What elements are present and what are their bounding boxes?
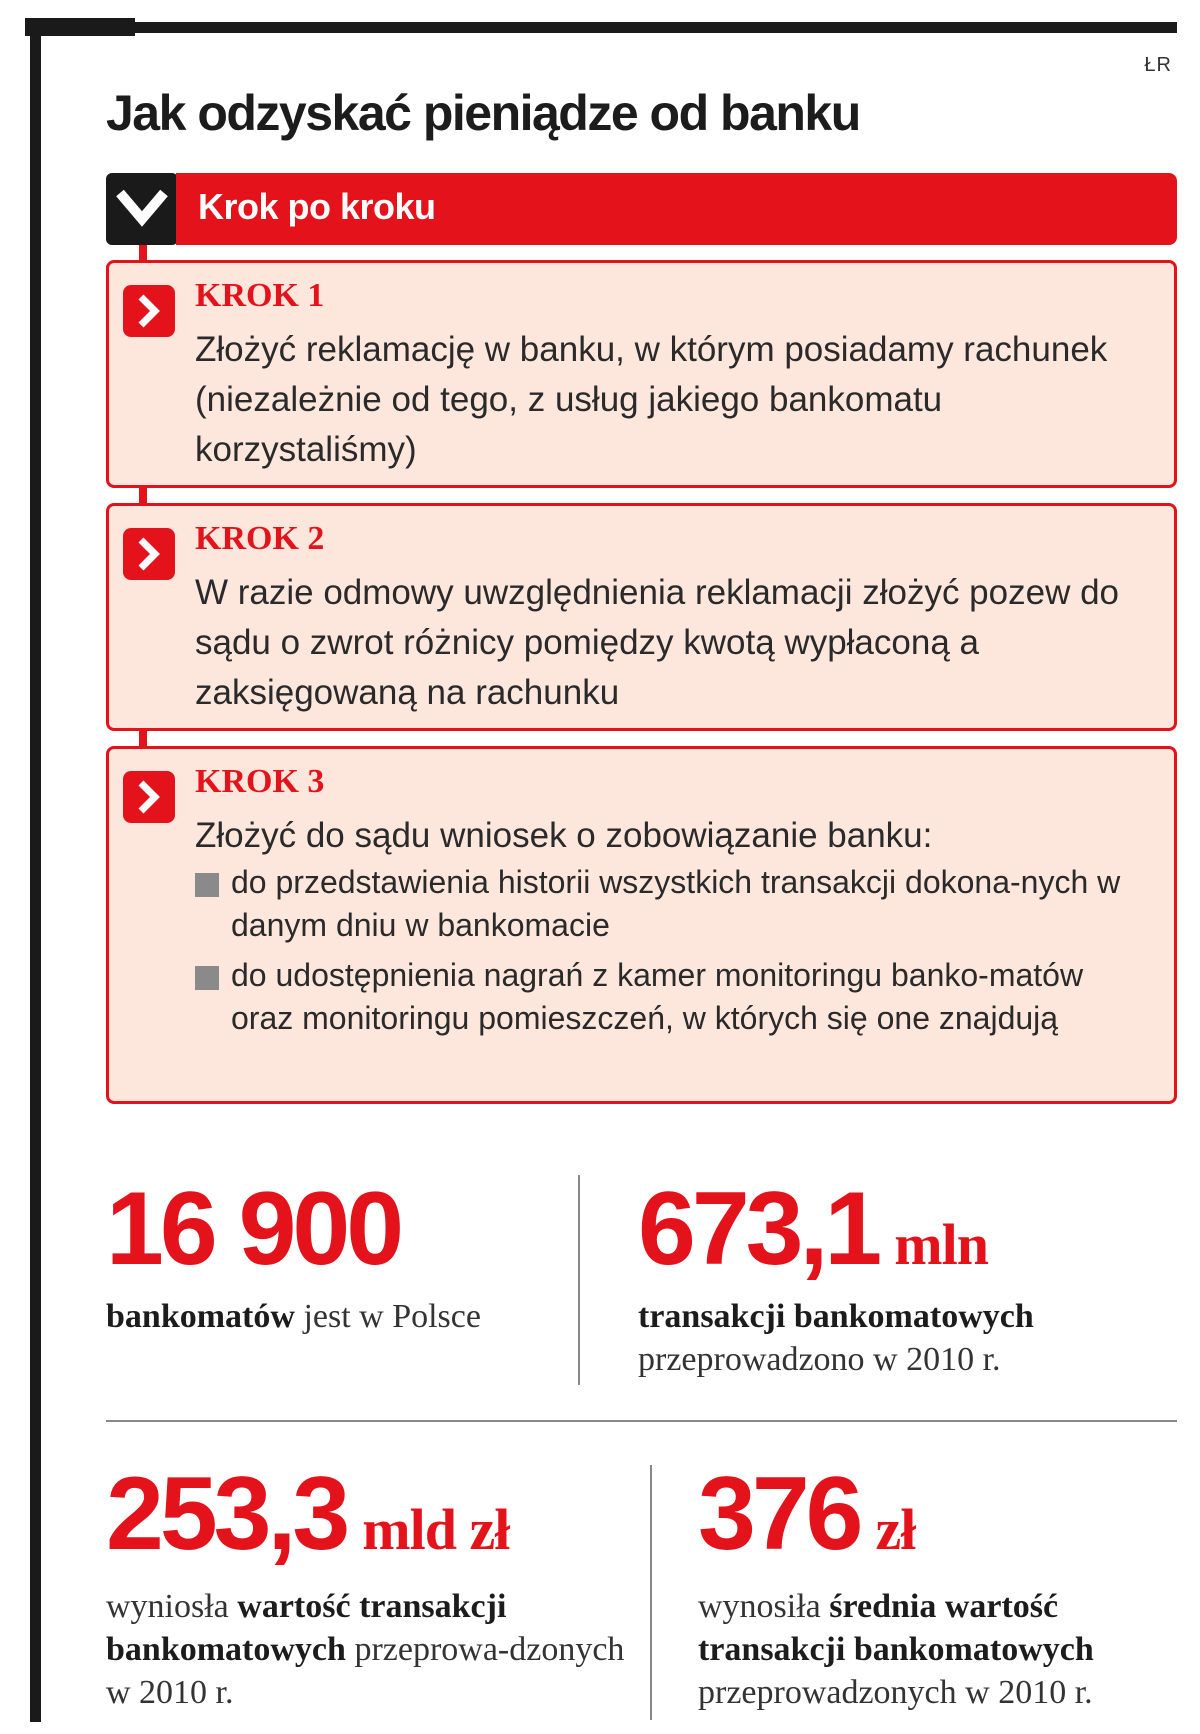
step-connector xyxy=(139,486,147,504)
stat-desc-bold: średnia wartość transakcji bankomatowych xyxy=(698,1588,1094,1668)
column-divider xyxy=(578,1175,580,1385)
page-title: Jak odzyskać pieniądze od banku xyxy=(106,85,860,141)
stat-desc-rest: jest w Polsce xyxy=(294,1298,481,1335)
list-item xyxy=(195,954,1144,1040)
step-card-3 xyxy=(106,746,1177,1104)
step-text: Złożyć do sądu wniosek o zobowiązanie banku: xyxy=(195,816,933,855)
step-connector xyxy=(139,245,147,261)
stat-desc-bold: wartość transakcji bankomatowych xyxy=(106,1588,507,1668)
stat-unit: mln xyxy=(894,1212,988,1277)
steps-header-label: Krok po kroku xyxy=(198,186,436,227)
steps-header xyxy=(106,173,1177,245)
list-item xyxy=(195,861,1144,947)
stat-unit: zł xyxy=(875,1497,916,1562)
stat-transactions-count xyxy=(638,1170,988,1289)
bullet-text: do udostępnienia nagrań z kamer monitoringu banko-matów oraz monitoringu pomieszczeń, w których się one znajdują xyxy=(231,957,1084,1036)
step-connector xyxy=(139,729,147,747)
chevron-right-icon xyxy=(123,771,175,823)
bullet-square-icon xyxy=(195,873,219,897)
stat-average-value xyxy=(698,1455,915,1574)
chevron-down-icon xyxy=(106,173,178,245)
step-label: KROK 3 xyxy=(195,763,325,800)
step-label: KROK 2 xyxy=(195,520,325,557)
stat-desc-lead: wyniosła xyxy=(106,1588,238,1625)
step-text: W razie odmowy uwzględnienia reklamacji złożyć pozew do sądu o zwrot różnicy pomiędzy kwotą wypłaconą a zaksięgowaną na rachunku xyxy=(195,573,1119,712)
stat-average-value-desc xyxy=(698,1585,1173,1714)
steps-header-bar xyxy=(176,173,1177,245)
stat-desc-bold: transakcji bankomatowych xyxy=(638,1298,1034,1335)
stat-transactions-value-desc xyxy=(106,1585,646,1714)
stat-number: 253,3 xyxy=(106,1456,347,1572)
frame-top-rule xyxy=(25,22,1177,33)
stat-atm-count-desc xyxy=(106,1295,556,1338)
chevron-right-icon xyxy=(123,285,175,337)
stat-transactions-value xyxy=(106,1455,509,1574)
bullet-square-icon xyxy=(195,966,219,990)
step-label: KROK 1 xyxy=(195,277,325,314)
stat-number: 16 900 xyxy=(106,1171,401,1287)
stat-atm-count xyxy=(106,1170,400,1289)
stat-desc-rest: przeprowadzono w 2010 r. xyxy=(638,1341,1001,1378)
stat-desc-rest: przeprowa-dzonych w 2010 r. xyxy=(106,1631,625,1711)
stat-number: 673,1 xyxy=(638,1171,879,1287)
stat-number: 376 xyxy=(698,1456,860,1572)
step-bullet-list xyxy=(195,861,1144,1047)
stat-transactions-count-desc xyxy=(638,1295,1158,1381)
step-card-1 xyxy=(106,260,1177,488)
stat-desc-rest: przeprowadzonych w 2010 r. xyxy=(698,1674,1093,1711)
stat-desc-lead: wynosiła xyxy=(698,1588,830,1625)
frame-left-rule xyxy=(30,22,41,1722)
chevron-right-icon xyxy=(123,528,175,580)
row-divider xyxy=(106,1420,1177,1422)
column-divider xyxy=(650,1465,652,1720)
bullet-text: do przedstawienia historii wszystkich transakcji dokona-nych w danym dniu w bankomacie xyxy=(231,864,1121,943)
step-card-2 xyxy=(106,503,1177,731)
step-text: Złożyć reklamację w banku, w którym posiadamy rachunek (niezależnie od tego, z usług jakiego bankomatu korzystaliśmy) xyxy=(195,330,1108,469)
stat-desc-bold: bankomatów xyxy=(106,1298,295,1335)
stat-unit: mld zł xyxy=(362,1497,510,1562)
author-initials: ŁR xyxy=(1144,54,1172,76)
